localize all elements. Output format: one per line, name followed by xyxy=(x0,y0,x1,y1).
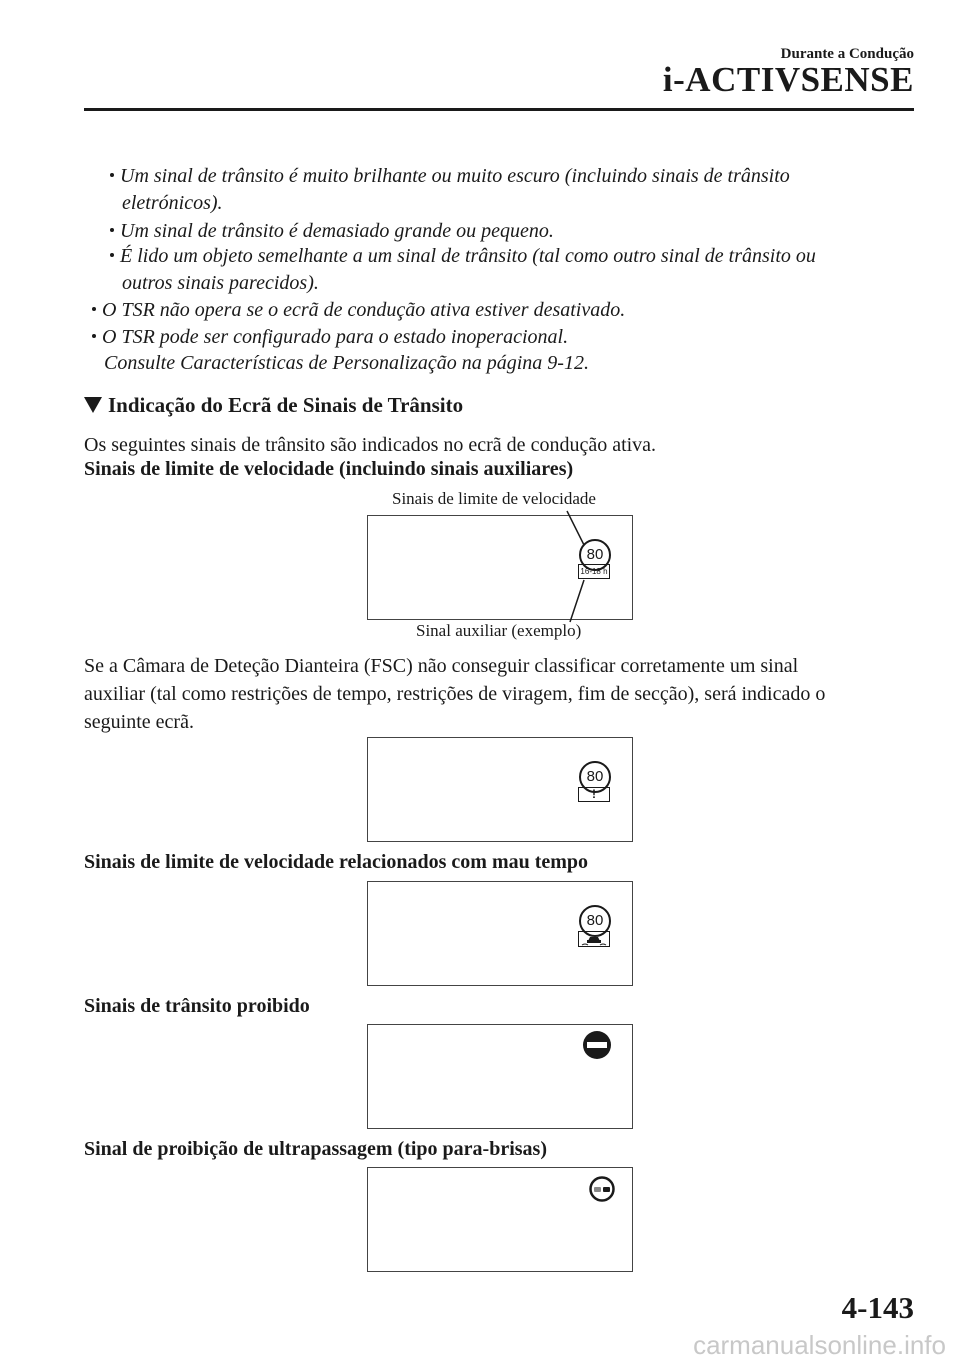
header-rule xyxy=(84,108,914,111)
page-number: 4-143 xyxy=(841,1290,914,1325)
section-title: Durante a Condução xyxy=(780,46,914,62)
speed-signs-heading: Sinais de limite de velocidade (incluindo sinais auxiliares) xyxy=(84,458,574,480)
fsc-para-line2: auxiliar (tal como restrições de tempo, restrições de viragem, fim de secção), será indicado o xyxy=(84,683,826,705)
auxiliary-plate: 16-18 h xyxy=(578,564,610,579)
speed-limit-sign: 80 xyxy=(579,539,611,571)
weather-heading: Sinais de limite de velocidade relacionados com mau tempo xyxy=(84,851,589,873)
fsc-para-line3: seguinte ecrã. xyxy=(84,711,194,733)
bullet-1: O TSR não opera se o ecrã de condução ativa estiver desativado. xyxy=(92,297,625,324)
figure2-screen xyxy=(367,737,633,842)
bullet-dot xyxy=(110,253,114,257)
intro-text: Os seguintes sinais de trânsito são indicados no ecrã de condução ativa. xyxy=(84,434,657,456)
bullet-dot xyxy=(110,173,114,177)
triangle-down-icon xyxy=(84,397,102,413)
car-skid-icon xyxy=(579,932,609,946)
no-entry-icon xyxy=(582,1030,612,1060)
figure3-screen xyxy=(367,881,633,986)
watermark: carmanualsonline.info xyxy=(693,1330,946,1360)
bullet-dot xyxy=(110,228,114,232)
chapter-title: i-ACTIVSENSE xyxy=(662,60,914,99)
bullet-dot xyxy=(92,307,96,311)
figure5-screen xyxy=(367,1167,633,1272)
no-overtaking-icon xyxy=(589,1176,615,1202)
figure4-screen xyxy=(367,1024,633,1129)
bullet-dot xyxy=(92,334,96,338)
speed-limit-sign: 80 xyxy=(579,761,611,793)
bullet-2: O TSR pode ser configurado para o estado inoperacional. xyxy=(92,324,568,351)
no-entry-heading: Sinais de trânsito proibido xyxy=(84,995,310,1017)
figure1-label-top: Sinais de limite de velocidade xyxy=(392,489,596,508)
sub-bullet-3-cont: outros sinais parecidos). xyxy=(122,272,319,294)
section-heading: Indicação do Ecrã de Sinais de Trânsito xyxy=(84,393,463,418)
sub-bullet-2: Um sinal de trânsito é demasiado grande ou pequeno. xyxy=(110,218,554,245)
figure1-label-bottom: Sinal auxiliar (exemplo) xyxy=(416,621,582,640)
figure1-callout-lines xyxy=(560,508,600,628)
sub-bullet-1-cont: eletrónicos). xyxy=(122,192,223,214)
speed-limit-sign: 80 xyxy=(579,905,611,937)
fsc-para-line1: Se a Câmara de Deteção Dianteira (FSC) não conseguir classificar corretamente um sinal xyxy=(84,655,799,677)
unknown-plate: ! xyxy=(578,787,610,802)
reference-link[interactable]: Consulte Características de Personalização na página 9-12. xyxy=(104,352,589,374)
bad-weather-plate xyxy=(578,931,610,947)
sub-bullet-1: Um sinal de trânsito é muito brilhante ou muito escuro (incluindo sinais de trânsito xyxy=(110,163,790,190)
sub-bullet-3: É lido um objeto semelhante a um sinal de trânsito (tal como outro sinal de trânsito ou xyxy=(110,243,816,270)
no-overtake-heading: Sinal de proibição de ultrapassagem (tipo para-brisas) xyxy=(84,1138,547,1160)
